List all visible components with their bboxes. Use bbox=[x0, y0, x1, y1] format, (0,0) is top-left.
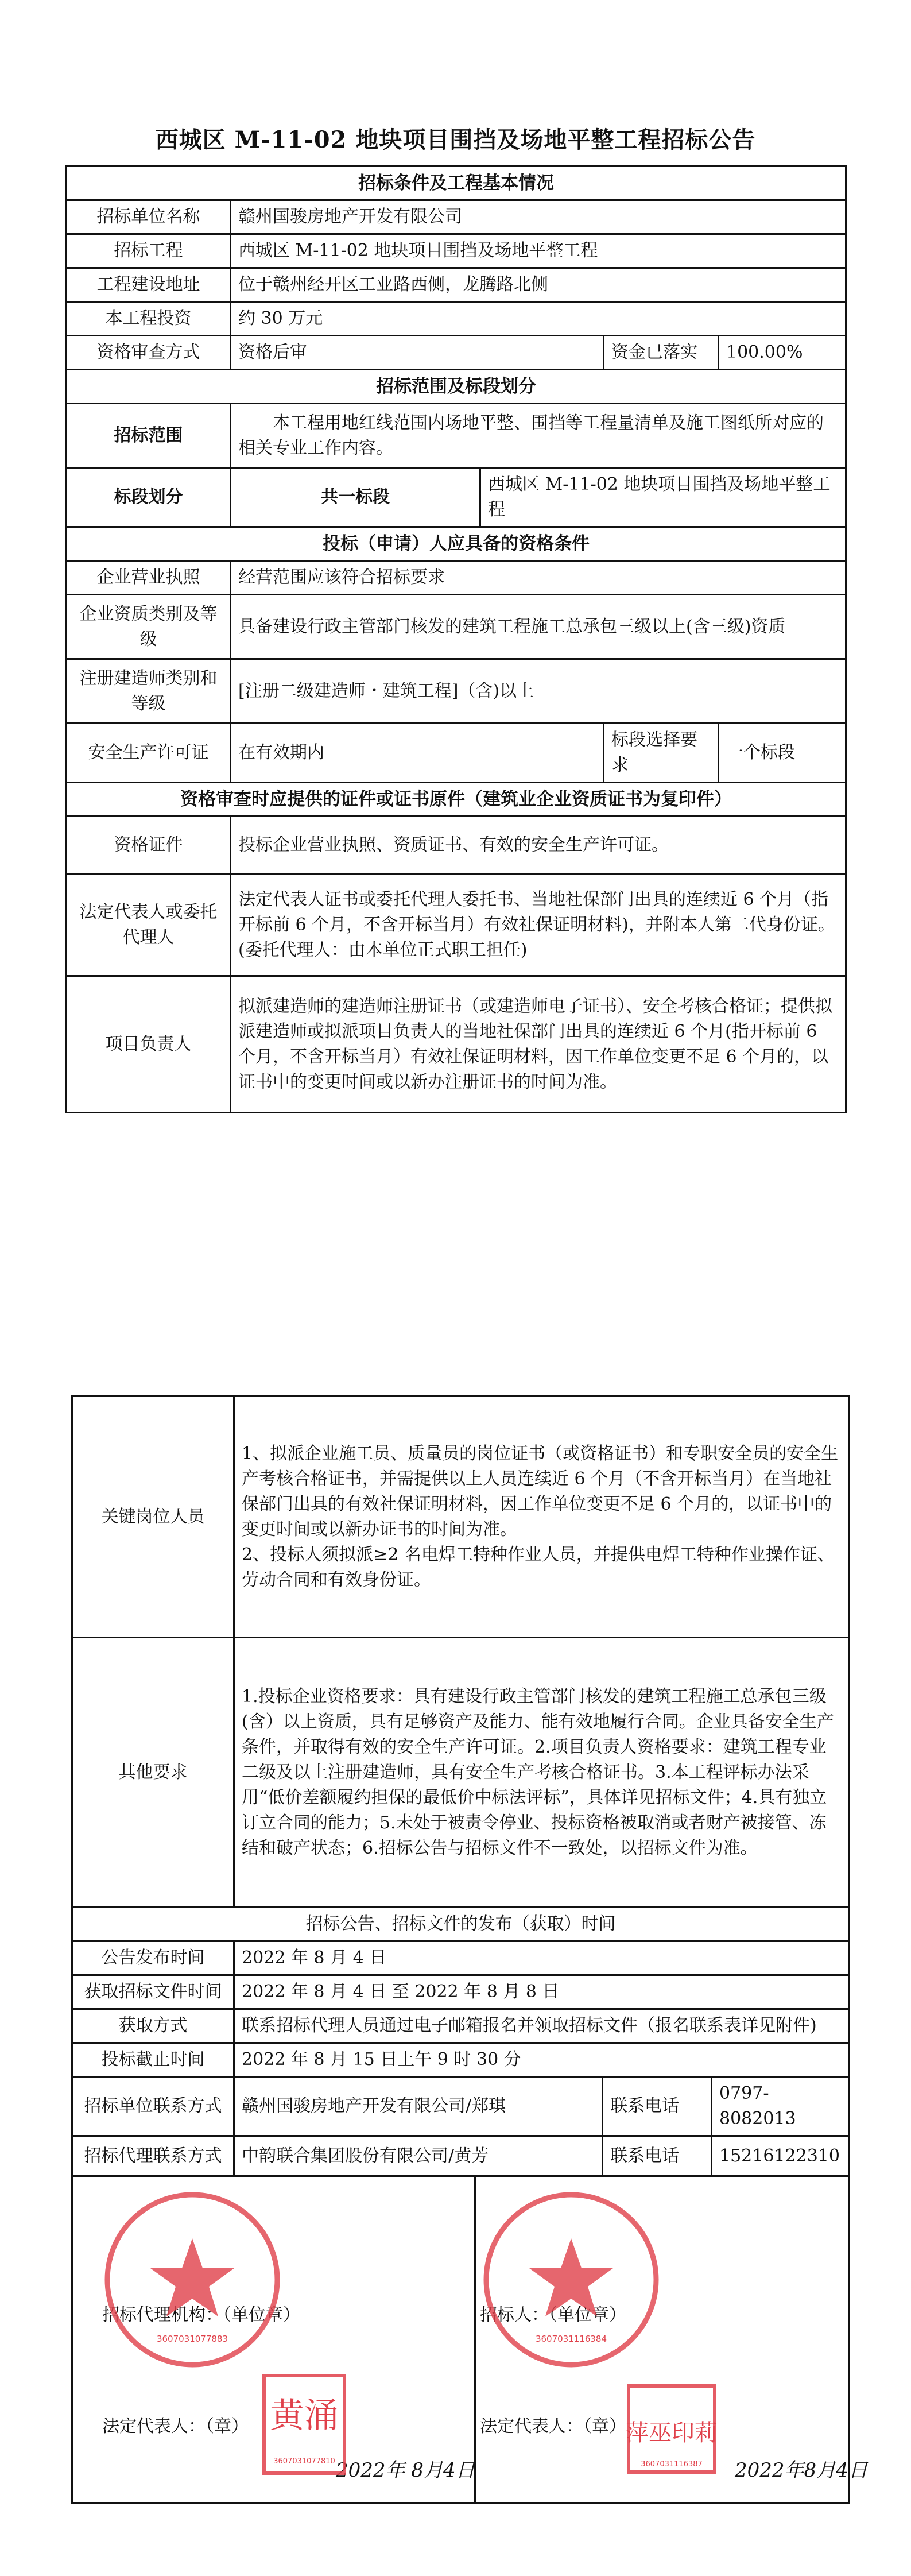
tender-table-part1 bbox=[65, 165, 847, 1113]
row-value: 赣州国骏房地产开发有限公司 bbox=[231, 200, 846, 234]
phone-label: 联系电话 bbox=[603, 2136, 712, 2176]
row-value: 约 30 万元 bbox=[231, 302, 846, 336]
row-label: 招标单位名称 bbox=[67, 200, 231, 234]
row-value: 2022 年 8 月 4 日 bbox=[234, 1941, 850, 1975]
agency-contact-label: 招标代理联系方式 bbox=[72, 2136, 234, 2176]
tenderer-rep-stamp-name: 萍巫印莉 bbox=[626, 2420, 718, 2446]
agency-contact-value: 中韵联合集团股份有限公司/黄芳 bbox=[234, 2136, 603, 2176]
lot-label: 标段选择要求 bbox=[604, 724, 719, 783]
review-label: 资格审查方式 bbox=[67, 336, 231, 370]
key-personnel-label: 关键岗位人员 bbox=[72, 1397, 234, 1638]
row-value: 投标企业营业执照、资质证书、有效的安全生产许可证。 bbox=[231, 817, 846, 874]
tenderer-rep-stamp bbox=[626, 2383, 718, 2475]
agency-seal-label: 招标代理机构：（单位章） bbox=[102, 2305, 300, 2325]
row-label: 获取招标文件时间 bbox=[72, 1975, 234, 2009]
review-value: 资格后审 bbox=[231, 336, 604, 370]
section-header-scope: 招标范围及标段划分 bbox=[67, 370, 846, 404]
tenderer-round-seal bbox=[479, 2188, 663, 2372]
agency-rep-stamp-name: 黄涌 bbox=[270, 2396, 339, 2436]
agency-date: 2022年 8月4日 bbox=[336, 2459, 475, 2482]
section-header-qualification: 投标（申请）人应具备的资格条件 bbox=[67, 527, 846, 561]
row-label: 资格证件 bbox=[67, 817, 231, 874]
row-label: 法定代表人或委托代理人 bbox=[67, 874, 231, 976]
phone-label: 联系电话 bbox=[603, 2077, 712, 2136]
tenderer-date: 2022年8月4日 bbox=[735, 2459, 868, 2482]
row-label: 工程建设地址 bbox=[67, 268, 231, 302]
section-header-basic: 招标条件及工程基本情况 bbox=[67, 167, 846, 200]
section-name: 西城区 M-11-02 地块项目围挡及场地平整工程 bbox=[480, 468, 846, 527]
lot-value: 一个标段 bbox=[719, 724, 846, 783]
safety-label: 安全生产许可证 bbox=[67, 724, 231, 783]
phone-value: 15216122310 bbox=[712, 2136, 850, 2176]
tenderer-seal-label: 招标人：（单位章） bbox=[480, 2305, 626, 2325]
funds-value: 100.00% bbox=[719, 336, 846, 370]
key-personnel-item-2: 2、投标人须拟派≥2 名电焊工特种作业人员，并提供电焊工特种作业操作证、劳动合同和有效身份证。 bbox=[242, 1544, 835, 1590]
section-header-certificates: 资格审查时应提供的证件或证书原件（建筑业企业资质证书为复印件） bbox=[67, 783, 846, 817]
document-title: 西城区 M-11-02 地块项目围挡及场地平整工程招标公告 bbox=[155, 126, 756, 153]
agency-rep-stamp-number: 3607031077810 bbox=[273, 2457, 335, 2466]
row-value: 西城区 M-11-02 地块项目围挡及场地平整工程 bbox=[231, 234, 846, 268]
page-2 bbox=[0, 1321, 911, 2576]
scope-value: 本工程用地红线范围内场地平整、围挡等工程量清单及施工图纸所对应的相关专业工作内容。 bbox=[231, 404, 846, 468]
row-label: 企业营业执照 bbox=[67, 561, 231, 595]
tenderer-rep-label: 法定代表人：（章） bbox=[480, 2416, 626, 2436]
agency-rep-label: 法定代表人：（章） bbox=[102, 2416, 249, 2436]
row-value: 2022 年 8 月 4 日 至 2022 年 8 月 8 日 bbox=[234, 1975, 850, 2009]
section-count: 共一标段 bbox=[231, 468, 480, 527]
row-value: 联系招标代理人员通过电子邮箱报名并领取招标文件（报名联系表详见附件) bbox=[234, 2009, 850, 2043]
agency-round-seal bbox=[100, 2188, 284, 2372]
safety-value: 在有效期内 bbox=[231, 724, 604, 783]
row-label: 本工程投资 bbox=[67, 302, 231, 336]
phone-value: 0797-8082013 bbox=[712, 2077, 850, 2136]
section-header-release: 招标公告、招标文件的发布（获取）时间 bbox=[72, 1908, 850, 1941]
row-value: 经营范围应该符合招标要求 bbox=[231, 561, 846, 595]
key-personnel-value bbox=[234, 1397, 850, 1638]
tenderer-contact-label: 招标单位联系方式 bbox=[72, 2077, 234, 2136]
other-requirements-value: 1.投标企业资格要求：具有建设行政主管部门核发的建筑工程施工总承包三级(含）以上资质，具有足够资产及能力、能有效地履行合同。企业具备安全生产条件，并取得有效的安全生产许可证。2.项目负责人资格要求：建筑工程专业二级及以上注册建造师，具有安全生产考核合格证书。3.本工程评标办法采用“低价差额履约担保的最低价中标法评标”，具体详见招标文件；4.具有独立订立合同的能力；5.未处于被责令停业、投标资格被取消或者财产被接管、冻结和破产状态；6.招标公告与招标文件不一致处，以招标文件为准。 bbox=[234, 1638, 850, 1908]
row-label: 投标截止时间 bbox=[72, 2043, 234, 2077]
row-label: 招标工程 bbox=[67, 234, 231, 268]
row-label: 获取方式 bbox=[72, 2009, 234, 2043]
other-requirements-label: 其他要求 bbox=[72, 1638, 234, 1908]
row-value: 位于赣州经开区工业路西侧，龙腾路北侧 bbox=[231, 268, 846, 302]
row-value: 2022 年 8 月 15 日上午 9 时 30 分 bbox=[234, 2043, 850, 2077]
row-label: 企业资质类别及等级 bbox=[67, 595, 231, 659]
row-label: 公告发布时间 bbox=[72, 1941, 234, 1975]
row-label: 注册建造师类别和等级 bbox=[67, 659, 231, 724]
row-label: 项目负责人 bbox=[67, 976, 231, 1113]
row-value: 具备建设行政主管部门核发的建筑工程施工总承包三级以上(含三级)资质 bbox=[231, 595, 846, 659]
key-personnel-item-1: 1、拟派企业施工员、质量员的岗位证书（或资格证书）和专职安全员的安全生产考核合格证书，并需提供以上人员连续近 6 个月（不含开标当月）在当地社保部门出具的有效社保证明材料，因工作单位变更不足 6 个月的，以证书中的变更时间或以新办证书的时间为准。 bbox=[242, 1443, 839, 1540]
tenderer-rep-stamp-number: 3607031116387 bbox=[641, 2460, 703, 2469]
scope-label: 招标范围 bbox=[67, 404, 231, 468]
tenderer-contact-value: 赣州国骏房地产开发有限公司/郑琪 bbox=[234, 2077, 603, 2136]
section-label: 标段划分 bbox=[67, 468, 231, 527]
funds-label: 资金已落实 bbox=[604, 336, 719, 370]
row-value: [注册二级建造师・建筑工程]（含)以上 bbox=[231, 659, 846, 724]
agency-rep-stamp bbox=[261, 2373, 347, 2476]
tenderer-seal-number: 3607031116384 bbox=[535, 2334, 607, 2344]
agency-seal-number: 3607031077883 bbox=[156, 2334, 228, 2344]
row-value: 法定代表人证书或委托代理人委托书、当地社保部门出具的连续近 6 个月（指开标前 6 个月，不含开标当月）有效社保证明材料)，并附本人第二代身份证。(委托代理人：由本单位正式职工担任) bbox=[231, 874, 846, 976]
row-value: 拟派建造师的建造师注册证书（或建造师电子证书）、安全考核合格证；提供拟派建造师或拟派项目负责人的当地社保部门出具的连续近 6 个月(指开标前 6 个月，不含开标当月）有效社保证明材料，因工作单位变更不足 6 个月的，以证书中的变更时间或以新办注册证书的时间为准。 bbox=[231, 976, 846, 1113]
